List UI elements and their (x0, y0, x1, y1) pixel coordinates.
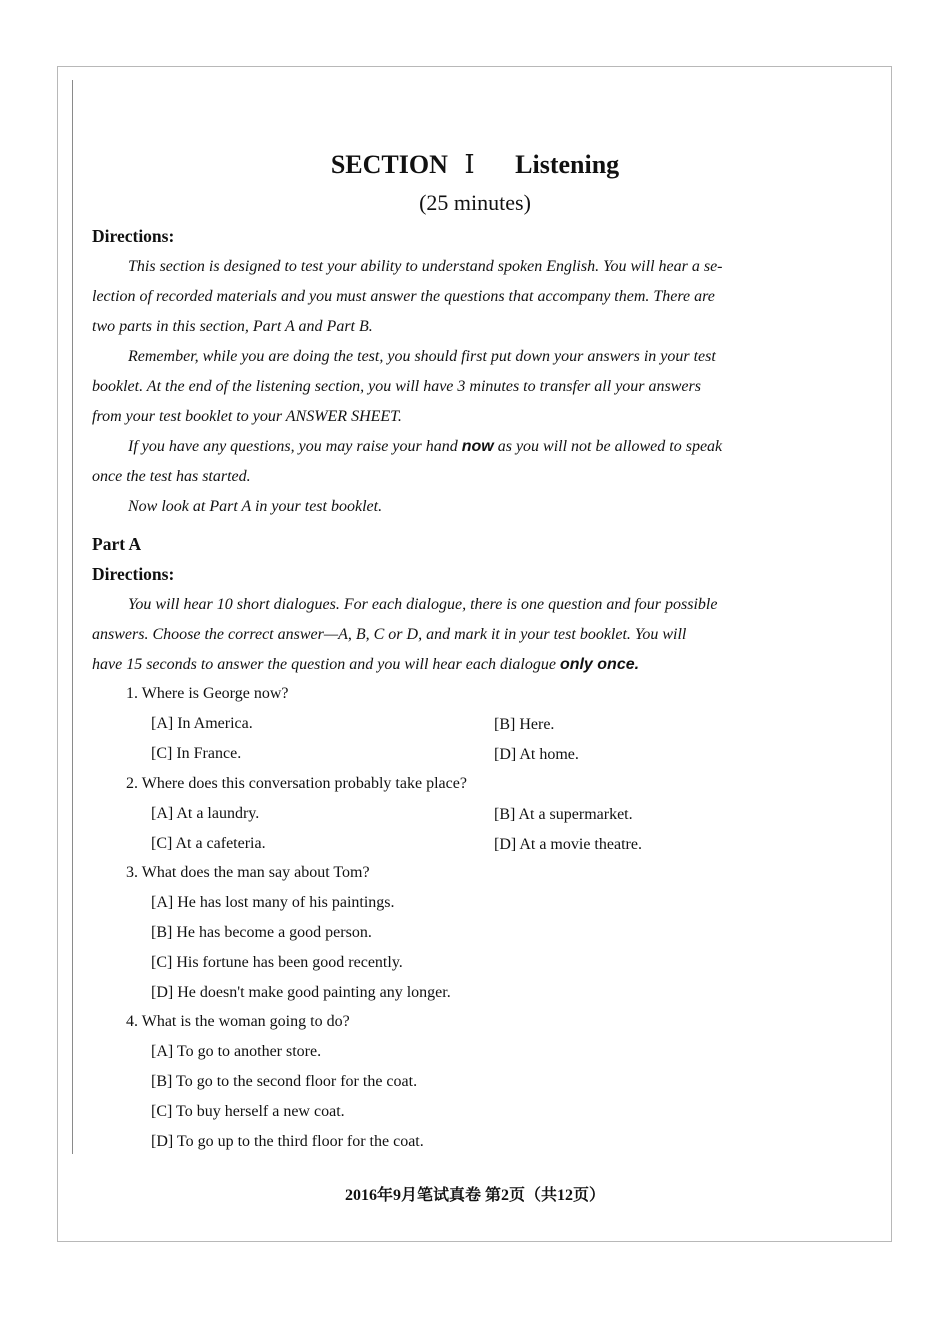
intro-p3-line2: once the test has started. (92, 468, 251, 485)
question-4: 4. What is the woman going to do? (126, 1013, 350, 1030)
section-title (0, 150, 950, 180)
q4-option-c: [C] To buy herself a new coat. (151, 1103, 345, 1120)
section-name: Listening (515, 150, 620, 179)
q2-option-a: [A] At a laundry. (151, 805, 260, 822)
q1-option-d: [D] At home. (494, 746, 579, 763)
q4-option-a: [A] To go to another store. (151, 1043, 322, 1060)
part-a-line1: You will hear 10 short dialogues. For each dialogue, there is one question and four possible (128, 596, 718, 613)
page-frame (57, 66, 892, 1242)
intro-p2-line1: Remember, while you are doing the test, you should first put down your answers in your test (128, 348, 716, 365)
question-3: 3. What does the man say about Tom? (126, 864, 370, 881)
intro-p4: Now look at Part A in your test booklet. (128, 498, 383, 515)
section-time: (25 minutes) (419, 190, 531, 215)
q3-option-d: [D] He doesn't make good painting any longer. (151, 984, 451, 1001)
directions-label: Directions: (92, 226, 175, 246)
intro-p3-line1 (128, 438, 722, 456)
q3-option-c: [C] His fortune has been good recently. (151, 954, 403, 971)
intro-p3-text-c: as you will not be allowed to speak (493, 438, 723, 455)
q2-option-b: [B] At a supermarket. (494, 806, 633, 823)
part-a-emphasis: only once. (559, 656, 640, 673)
part-a-line3-text: have 15 seconds to answer the question and you will hear each dialogue (92, 656, 560, 673)
section-numeral: Ⅰ (464, 150, 475, 179)
q1-option-b: [B] Here. (494, 716, 555, 733)
q2-option-c: [C] At a cafeteria. (151, 835, 266, 852)
part-a-line2: answers. Choose the correct answer—A, B, C or D, and mark it in your test booklet. You will (92, 626, 687, 643)
question-1: 1. Where is George now? (126, 685, 289, 702)
intro-p1-line2: lection of recorded materials and you must answer the questions that accompany them. There are (92, 288, 715, 305)
intro-p3-emphasis: now (461, 438, 494, 455)
intro-p1-line3: two parts in this section, Part A and Part B. (92, 318, 373, 335)
margin-line (72, 80, 73, 1154)
section-heading: SECTION (330, 150, 448, 179)
question-2: 2. Where does this conversation probably take place? (126, 775, 467, 792)
q3-option-b: [B] He has become a good person. (151, 924, 372, 941)
part-a-line3 (92, 656, 639, 674)
intro-p2-line3: from your test booklet to your ANSWER SHEET. (92, 408, 402, 425)
page-footer: 2016年9月笔试真卷 第2页（共12页） (344, 1187, 605, 1204)
q1-option-a: [A] In America. (151, 715, 253, 732)
intro-p1-line1: This section is designed to test your ability to understand spoken English. You will hear a se- (128, 258, 723, 275)
q3-option-a: [A] He has lost many of his paintings. (151, 894, 395, 911)
intro-p3-text-a: If you have any questions, you may raise your hand (128, 438, 462, 455)
q4-option-d: [D] To go up to the third floor for the coat. (151, 1133, 424, 1150)
q4-option-b: [B] To go to the second floor for the coat. (151, 1073, 418, 1090)
q2-option-d: [D] At a movie theatre. (494, 836, 642, 853)
part-a-directions-label: Directions: (92, 564, 175, 584)
intro-p2-line2: booklet. At the end of the listening section, you will have 3 minutes to transfer all your answers (92, 378, 701, 395)
part-a-label: Part A (92, 534, 142, 554)
q1-option-c: [C] In France. (151, 745, 242, 762)
